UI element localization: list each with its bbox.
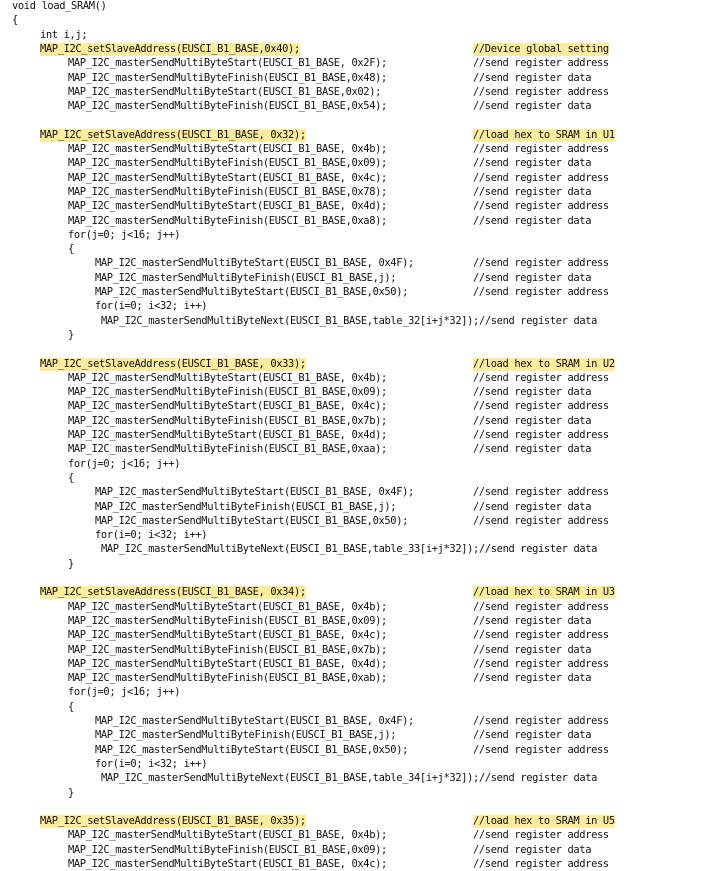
code-line [0,286,706,299]
code-line [0,72,706,85]
code-text: MAP_I2C_masterSendMultiByteStart(EUSCI_B1_BASE, 0x4d); [68,200,387,213]
code-line [0,787,706,800]
code-comment: //send register address [473,400,609,413]
highlighted-code-line [0,43,706,56]
code-text: MAP_I2C_masterSendMultiByteStart(EUSCI_B1_BASE, 0x4b); [68,829,387,842]
code-line [0,515,706,528]
code-text: MAP_I2C_masterSendMultiByteStart(EUSCI_B1_BASE,0x50); [95,743,409,756]
code-line [0,844,706,857]
code-text: MAP_I2C_masterSendMultiByteFinish(EUSCI_B1_BASE,j); [95,500,397,513]
code-comment: //send register data [473,271,592,284]
code-line [0,200,706,213]
code-comment: //send register data [473,100,592,113]
code-comment: //send register address [473,715,609,727]
code-text: MAP_I2C_masterSendMultiByteFinish(EUSCI_B1_BASE,0x7b); [68,643,387,656]
code-comment: //Device global setting [473,42,609,55]
code-comment: //send register address [473,629,609,642]
code-comment: //send register data [473,443,592,456]
code-comment: //load hex to SRAM in U3 [473,586,615,599]
code-text: { [12,14,18,27]
code-text: MAP_I2C_setSlaveAddress(EUSCI_B1_BASE, 0x32); [40,128,306,141]
code-text: for(i=0; i<32; i++) [95,300,208,313]
code-line [0,686,706,699]
code-line [0,529,706,542]
code-comment: //send register data [473,614,592,627]
code-text: for(i=0; i<32; i++) [95,529,208,542]
code-comment: //send register address [473,143,609,155]
code-line [0,486,706,499]
code-comment: //load hex to SRAM in U5 [473,815,615,828]
highlighted-code-line [0,129,706,142]
code-line [0,114,706,127]
code-line [0,143,706,156]
code-line [0,543,706,556]
code-text: MAP_I2C_masterSendMultiByteStart(EUSCI_B1_BASE, 0x4c); [68,629,387,642]
code-text: MAP_I2C_masterSendMultiByteStart(EUSCI_B1_BASE, 0x4c); [68,400,387,413]
code-comment: //send register data [473,214,592,227]
code-text: MAP_I2C_masterSendMultiByteFinish(EUSCI_B1_BASE,0x48); [68,71,387,84]
code-comment: //send register data [473,500,592,513]
code-text: { [68,243,74,256]
code-text: int i,j; [40,28,88,41]
code-text: MAP_I2C_masterSendMultiByteFinish(EUSCI_B1_BASE,0x09); [68,386,387,399]
code-line [0,57,706,70]
code-line [0,458,706,471]
code-comment: //send register address [473,57,609,70]
code-text: MAP_I2C_masterSendMultiByteNext(EUSCI_B1_BASE,table_33[i+j*32]);//send register data [101,543,598,556]
code-text: MAP_I2C_masterSendMultiByteStart(EUSCI_B1_BASE, 0x4F); [95,486,414,499]
code-line [0,29,706,42]
code-text: MAP_I2C_masterSendMultiByteStart(EUSCI_B1_BASE, 0x4F); [95,715,414,727]
code-text: MAP_I2C_masterSendMultiByteStart(EUSCI_B1_BASE, 0x4d); [68,429,387,441]
code-line [0,243,706,256]
code-line [0,744,706,757]
code-line [0,572,706,585]
code-comment: //send register data [473,643,592,656]
code-text: for(j=0; j<16; j++) [68,457,181,470]
code-comment: //load hex to SRAM in U1 [473,128,615,141]
code-text: MAP_I2C_masterSendMultiByteFinish(EUSCI_B1_BASE,0xaa); [68,443,387,456]
code-line [0,758,706,771]
code-comment: //send register address [473,85,609,98]
code-comment: //send register address [473,514,609,527]
code-text: MAP_I2C_masterSendMultiByteStart(EUSCI_B1_BASE,0x50); [95,514,409,527]
code-line [0,443,706,456]
code-line [0,343,706,356]
code-text: for(j=0; j<16; j++) [68,228,181,241]
code-text: MAP_I2C_masterSendMultiByteFinish(EUSCI_B1_BASE,0x78); [68,185,387,198]
highlighted-code-line [0,815,706,828]
code-line [0,257,706,270]
code-comment: //send register data [473,729,592,742]
highlighted-code-line [0,586,706,599]
code-line [0,472,706,485]
code-comment: //send register address [473,657,609,670]
code-text: MAP_I2C_masterSendMultiByteStart(EUSCI_B1_BASE, 0x4b); [68,143,387,155]
code-line [0,801,706,814]
code-line [0,629,706,642]
code-text: MAP_I2C_masterSendMultiByteStart(EUSCI_B1_BASE, 0x4b); [68,600,387,613]
code-comment: //send register data [473,672,592,685]
code-line [0,615,706,628]
code-text: MAP_I2C_masterSendMultiByteStart(EUSCI_B1_BASE, 0x4c); [68,171,387,184]
code-text: } [68,328,74,341]
code-comment: //load hex to SRAM in U2 [473,357,615,370]
code-comment: //send register address [473,200,609,213]
code-line [0,172,706,185]
code-comment: //send register address [473,286,609,298]
code-text: for(i=0; i<32; i++) [95,757,208,770]
code-text: } [68,786,74,799]
code-comment: //send register data [473,71,592,84]
code-line [0,558,706,571]
code-comment: //send register address [473,486,609,499]
code-text: MAP_I2C_masterSendMultiByteFinish(EUSCI_B1_BASE,j); [95,271,397,284]
highlighted-code-line [0,358,706,371]
code-line [0,715,706,728]
code-line [0,772,706,785]
code-line [0,729,706,742]
code-line [0,829,706,842]
code-text: MAP_I2C_masterSendMultiByteFinish(EUSCI_B1_BASE,0x09); [68,843,387,856]
code-line [0,329,706,342]
code-text: MAP_I2C_masterSendMultiByteStart(EUSCI_B1_BASE, 0x4c); [68,858,387,870]
code-text: MAP_I2C_masterSendMultiByteStart(EUSCI_B1_BASE, 0x4F); [95,257,414,270]
code-comment: //send register address [473,600,609,613]
code-line [0,601,706,614]
code-text: MAP_I2C_masterSendMultiByteFinish(EUSCI_B1_BASE,0xab); [68,672,387,685]
code-comment: //send register data [473,185,592,198]
code-comment: //send register address [473,743,609,756]
code-line [0,0,706,13]
code-comment: //send register address [473,171,609,184]
code-line [0,14,706,27]
code-line [0,315,706,328]
code-text: MAP_I2C_masterSendMultiByteStart(EUSCI_B1_BASE, 0x4b); [68,371,387,384]
code-line [0,400,706,413]
code-text: MAP_I2C_masterSendMultiByteFinish(EUSCI_B1_BASE,0x7b); [68,414,387,427]
code-text: { [68,700,74,713]
code-line [0,229,706,242]
code-comment: //send register address [473,429,609,441]
code-comment: //send register data [473,386,592,399]
code-line [0,100,706,113]
code-text: MAP_I2C_masterSendMultiByteStart(EUSCI_B1_BASE, 0x4d); [68,657,387,670]
code-text: MAP_I2C_setSlaveAddress(EUSCI_B1_BASE, 0x33); [40,357,306,370]
code-line [0,658,706,671]
code-comment: //send register data [473,157,592,170]
code-comment: //send register address [473,257,609,270]
code-line [0,186,706,199]
code-line [0,858,706,871]
code-text: { [68,471,74,484]
code-text: void load_SRAM() [12,0,107,12]
code-text: MAP_I2C_masterSendMultiByteStart(EUSCI_B1_BASE, 0x2F); [68,57,387,70]
code-text: MAP_I2C_masterSendMultiByteFinish(EUSCI_B1_BASE,0x54); [68,100,387,113]
code-line [0,429,706,442]
code-line [0,501,706,514]
code-line [0,157,706,170]
code-line [0,415,706,428]
code-text: MAP_I2C_masterSendMultiByteFinish(EUSCI_B1_BASE,0x09); [68,157,387,170]
code-text: MAP_I2C_setSlaveAddress(EUSCI_B1_BASE,0x40); [40,42,300,55]
code-line [0,300,706,313]
code-line [0,272,706,285]
code-text: } [68,557,74,570]
code-text: MAP_I2C_masterSendMultiByteStart(EUSCI_B1_BASE,0x50); [95,286,409,298]
code-text: MAP_I2C_masterSendMultiByteNext(EUSCI_B1_BASE,table_32[i+j*32]);//send register data [101,314,598,327]
code-line [0,372,706,385]
code-text: for(j=0; j<16; j++) [68,686,181,699]
code-comment: //send register address [473,858,609,870]
code-text: MAP_I2C_masterSendMultiByteFinish(EUSCI_B1_BASE,0x09); [68,614,387,627]
code-line [0,86,706,99]
code-text: MAP_I2C_setSlaveAddress(EUSCI_B1_BASE, 0x35); [40,815,306,828]
code-comment: //send register data [473,414,592,427]
code-line [0,386,706,399]
code-line [0,215,706,228]
code-text: MAP_I2C_masterSendMultiByteFinish(EUSCI_B1_BASE,j); [95,729,397,742]
code-comment: //send register address [473,829,609,842]
code-text: MAP_I2C_setSlaveAddress(EUSCI_B1_BASE, 0x34); [40,586,306,599]
code-text: MAP_I2C_masterSendMultiByteNext(EUSCI_B1_BASE,table_34[i+j*32]);//send register data [101,772,598,785]
code-comment: //send register data [473,843,592,856]
code-line [0,672,706,685]
code-line [0,644,706,657]
code-text: MAP_I2C_masterSendMultiByteStart(EUSCI_B1_BASE,0x02); [68,85,382,98]
code-line [0,701,706,714]
code-comment: //send register address [473,371,609,384]
code-text: MAP_I2C_masterSendMultiByteFinish(EUSCI_B1_BASE,0xa8); [68,214,387,227]
